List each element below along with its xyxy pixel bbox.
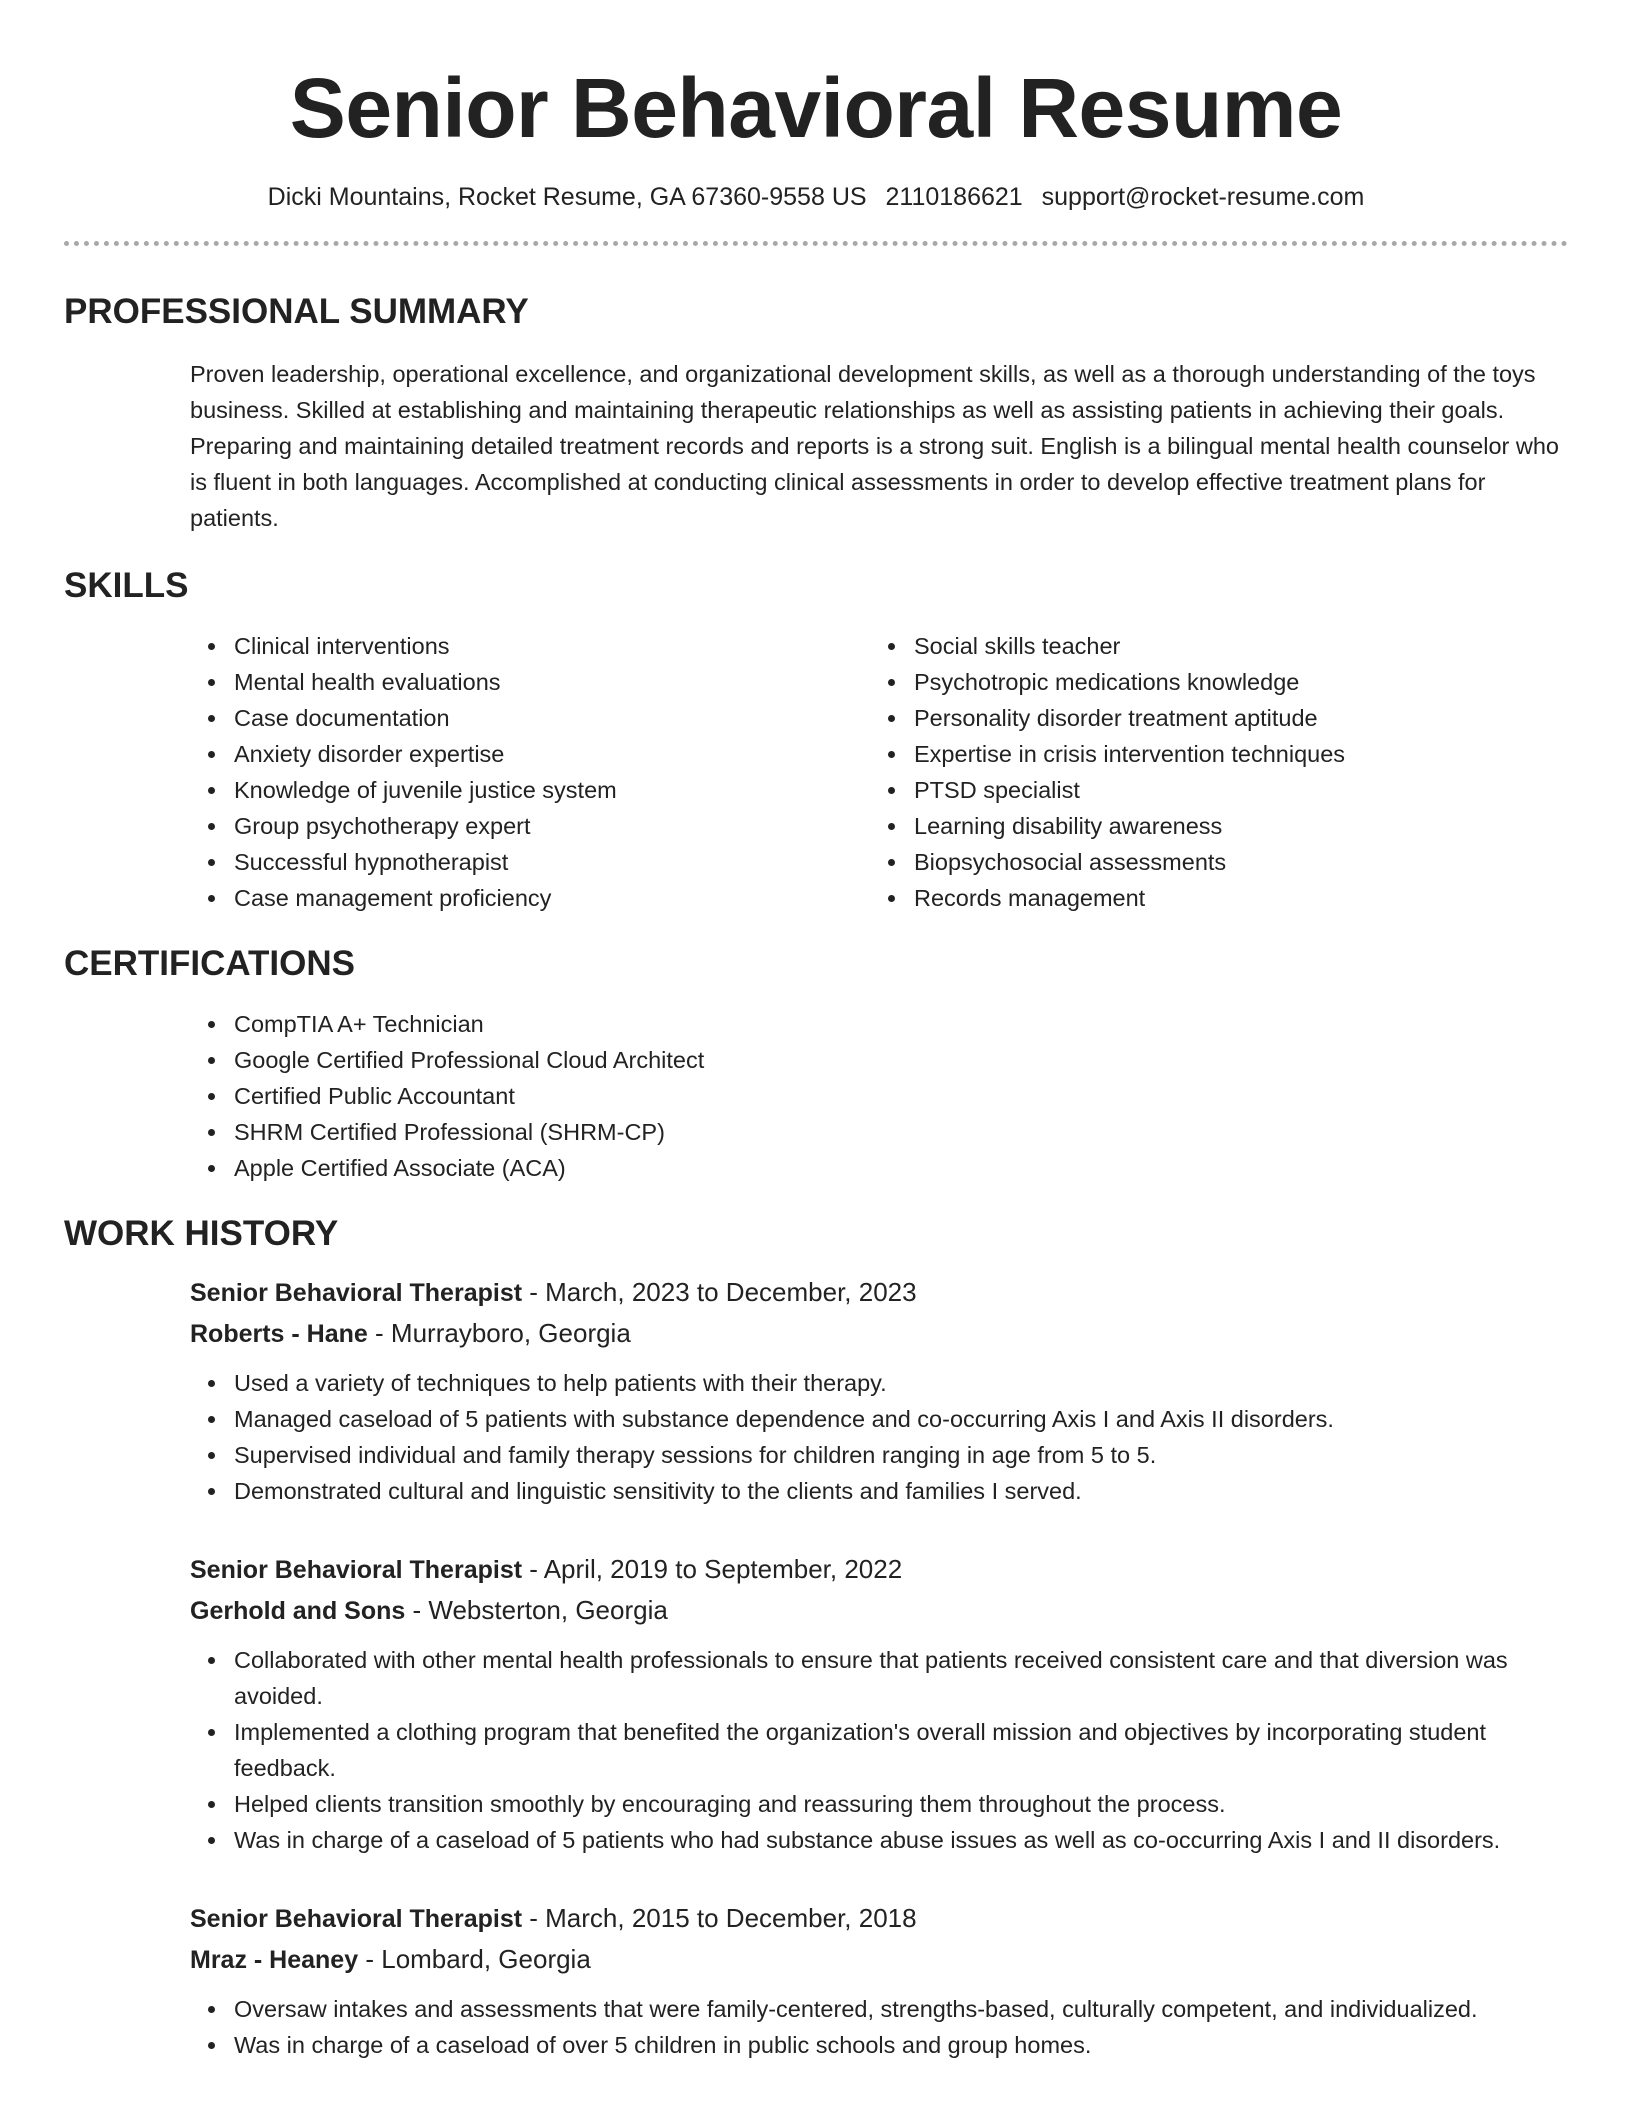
certifications-section bbox=[190, 1006, 1568, 1186]
job-dates: - March, 2015 to December, 2018 bbox=[522, 1903, 917, 1933]
skill-item: Clinical interventions bbox=[234, 628, 870, 664]
certification-item: CompTIA A+ Technician bbox=[234, 1006, 1568, 1042]
job-entry bbox=[190, 1272, 1568, 1509]
job-entry bbox=[190, 1898, 1568, 2063]
skill-item: Social skills teacher bbox=[914, 628, 1550, 664]
job-duty: Used a variety of techniques to help patients with their therapy. bbox=[234, 1365, 1568, 1401]
skills-heading: SKILLS bbox=[64, 566, 189, 605]
skill-item: Learning disability awareness bbox=[914, 808, 1550, 844]
job-title: Senior Behavioral Therapist bbox=[190, 1279, 523, 1307]
job-duty: Was in charge of a caseload of over 5 children in public schools and group homes. bbox=[234, 2027, 1568, 2063]
job-duty: Collaborated with other mental health professionals to ensure that patients received consistent care and that diversion was avoided. bbox=[234, 1642, 1568, 1714]
job-company-line bbox=[190, 1313, 1568, 1354]
certification-item: SHRM Certified Professional (SHRM-CP) bbox=[234, 1114, 1568, 1150]
skills-list-left bbox=[190, 628, 870, 916]
summary-heading: PROFESSIONAL SUMMARY bbox=[64, 292, 529, 331]
job-duties-list bbox=[190, 1365, 1568, 1509]
skill-item: Mental health evaluations bbox=[234, 664, 870, 700]
skills-list-right bbox=[870, 628, 1550, 916]
job-duty: Implemented a clothing program that benefited the organization's overall mission and objectives by incorporating student feedback. bbox=[234, 1714, 1568, 1786]
resume-page bbox=[64, 0, 1568, 2063]
certification-item: Apple Certified Associate (ACA) bbox=[234, 1150, 1568, 1186]
job-duty: Was in charge of a caseload of 5 patients who had substance abuse issues as well as co-occurring Axis I and II disorders. bbox=[234, 1822, 1568, 1858]
job-company-line bbox=[190, 1590, 1568, 1631]
job-title: Senior Behavioral Therapist bbox=[190, 1556, 523, 1584]
work-history-heading: WORK HISTORY bbox=[64, 1214, 339, 1253]
contact-line bbox=[64, 180, 1568, 214]
job-duty: Demonstrated cultural and linguistic sensitivity to the clients and families I served. bbox=[234, 1473, 1568, 1509]
contact-address: Dicki Mountains, Rocket Resume, GA 67360-9558 US bbox=[267, 183, 867, 211]
job-company: Gerhold and Sons bbox=[190, 1597, 406, 1625]
skill-item: Case management proficiency bbox=[234, 880, 870, 916]
job-company: Mraz - Heaney bbox=[190, 1946, 359, 1974]
job-duty: Supervised individual and family therapy sessions for children ranging in age from 5 to 5. bbox=[234, 1437, 1568, 1473]
skill-item: Successful hypnotherapist bbox=[234, 844, 870, 880]
skill-item: Case documentation bbox=[234, 700, 870, 736]
job-entry bbox=[190, 1549, 1568, 1858]
resume-title: Senior Behavioral Resume bbox=[289, 61, 1343, 155]
job-location: - Murrayboro, Georgia bbox=[367, 1318, 631, 1348]
skill-item: Expertise in crisis intervention techniques bbox=[914, 736, 1550, 772]
job-dates: - March, 2023 to December, 2023 bbox=[522, 1277, 917, 1307]
summary-text: Proven leadership, operational excellence, and organizational development skills, as well as a thorough understanding of the toys business. Skilled at establishing and maintaining therapeutic relationships as well as assisting patients in achieving their goals. Preparing and maintaining detailed treatment records and reports is a strong suit. English is a bilingual mental health counselor who is fluent in both languages. Accomplished at conducting clinical assessments in order to develop effective treatment plans for patients. bbox=[190, 361, 1560, 531]
job-duty: Oversaw intakes and assessments that were family-centered, strengths-based, culturally competent, and individualized. bbox=[234, 1991, 1568, 2027]
skill-item: Personality disorder treatment aptitude bbox=[914, 700, 1550, 736]
job-title: Senior Behavioral Therapist bbox=[190, 1905, 523, 1933]
skill-item: Group psychotherapy expert bbox=[234, 808, 870, 844]
job-duty: Managed caseload of 5 patients with substance dependence and co-occurring Axis I and Axis II disorders. bbox=[234, 1401, 1568, 1437]
skills-grid bbox=[190, 628, 1568, 916]
header-divider bbox=[64, 241, 1568, 246]
skill-item: Biopsychosocial assessments bbox=[914, 844, 1550, 880]
job-dates: - April, 2019 to September, 2022 bbox=[522, 1554, 903, 1584]
certifications-list bbox=[190, 1006, 1568, 1186]
job-duties-list bbox=[190, 1642, 1568, 1858]
job-title-line bbox=[190, 1272, 1568, 1313]
skill-item: PTSD specialist bbox=[914, 772, 1550, 808]
contact-email: support@rocket-resume.com bbox=[1041, 183, 1365, 211]
skill-item: Records management bbox=[914, 880, 1550, 916]
contact-phone: 2110186621 bbox=[885, 183, 1023, 211]
skill-item: Knowledge of juvenile justice system bbox=[234, 772, 870, 808]
certification-item: Certified Public Accountant bbox=[234, 1078, 1568, 1114]
job-duty: Helped clients transition smoothly by encouraging and reassuring them throughout the process. bbox=[234, 1786, 1568, 1822]
skills-column-right bbox=[870, 628, 1550, 916]
certification-item: Google Certified Professional Cloud Architect bbox=[234, 1042, 1568, 1078]
job-title-line bbox=[190, 1898, 1568, 1939]
certifications-heading: CERTIFICATIONS bbox=[64, 944, 356, 983]
job-company-line bbox=[190, 1939, 1568, 1980]
skill-item: Psychotropic medications knowledge bbox=[914, 664, 1550, 700]
job-location: - Websterton, Georgia bbox=[405, 1595, 668, 1625]
job-duties-list bbox=[190, 1991, 1568, 2063]
skills-column-left bbox=[190, 628, 870, 916]
job-company: Roberts - Hane bbox=[190, 1320, 368, 1348]
skill-item: Anxiety disorder expertise bbox=[234, 736, 870, 772]
job-location: - Lombard, Georgia bbox=[358, 1944, 591, 1974]
job-title-line bbox=[190, 1549, 1568, 1590]
